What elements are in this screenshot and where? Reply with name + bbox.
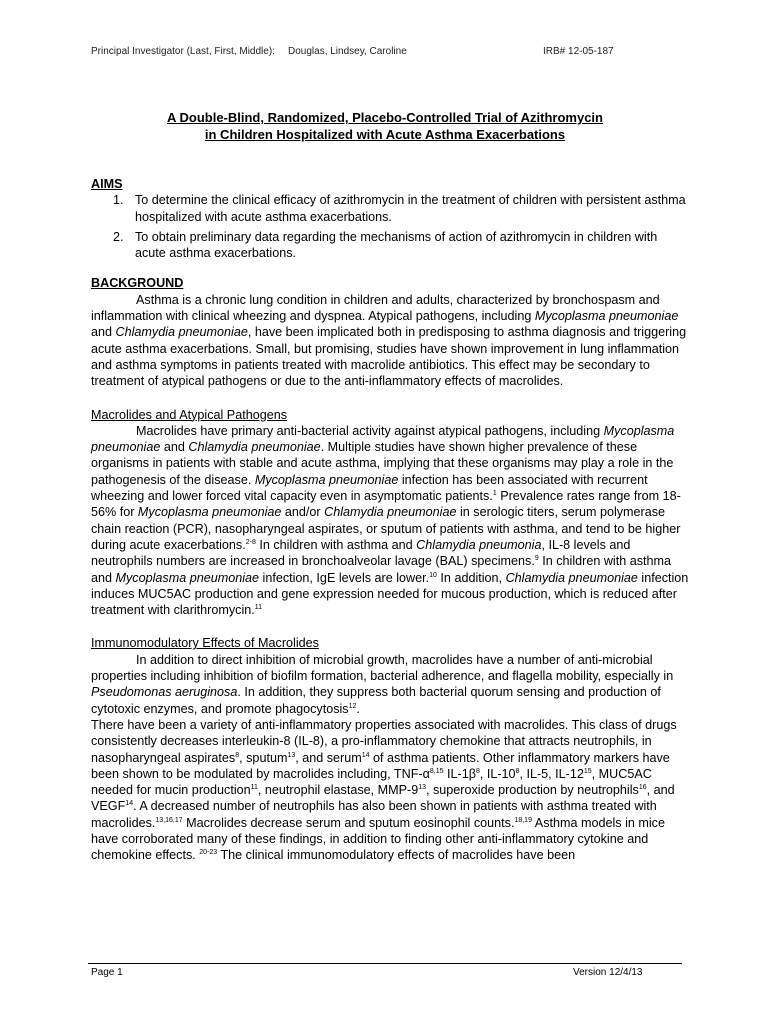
document-title-line-2: in Children Hospitalized with Acute Asthma Exacerbations (204, 127, 566, 142)
immunomodulatory-paragraph-2: There have been a variety of anti-inflammatory properties associated with macrolides. This class of drugs consistently decreases interleukin-8 (IL-8), a pro-inflammatory chemokine that attracts neutrophils, in nasopharyngeal aspirates$^8$, sputum$^{13}$, and serum$^{14}$ of asthma patients. Other inflammatory markers have been shown to be modulated by macrolides including, TNF-$\alpha^{8,15}$ $IL-1\beta^8$, $IL-10^8$, IL-5, $IL-12^{15}$, MUC5AC needed for mucin production$^{11}$, neutrophil elastase, MMP-$9^{13}$, superoxide production by neutrophils$^{16}$, and VEGF$^{14}$. A decreased number of neutrophils has also been shown in patients with asthma treated with macrolides.$^{13,16,17}$ Macrolides decrease serum and sputum eosinophil counts.$^{18,19}$ Asthma models in mice have corroborated many of these findings, in addition to finding other anti-inflammatory cytokine and chemokine effects. $^{20-23}$ The clinical immunomodulatory effects of macrolides have been (91, 717, 677, 863)
aim-number: 1. (113, 193, 124, 208)
aim-item (91, 229, 691, 262)
pi-name: Douglas, Lindsey, Caroline (288, 46, 407, 57)
macrolides-paragraph: Macrolides have primary anti-bacterial activity against atypical pathogens, including Mycoplasma pneumoniae and Chlamydia pneumoniae. Multiple studies have shown higher prevalence of these organisms in patients with stable and acute asthma, implying that these organisms may play a role in the pathogenesis of the disease. Mycoplasma pneumoniae infection has been associated with recurrent wheezing and lower forced vital capacity even in asymptomatic patients.$^1$ Prevalence rates range from 18-56% for Mycoplasma pneumoniae and/or Chlamydia pneumoniae in serologic titers, serum polymerase chain reaction (PCR), nasopharyngeal aspirates, or sputum of patients with asthma, and tend to be higher during acute exacerbations.$^{2-8}$ In children with asthma and Chlamydia pneumonia, IL-8 levels and neutrophils numbers are increased in bronchoalveolar lavage (BAL) specimens.$^9$ In children with asthma and Mycoplasma pneumoniae infection, IgE levels are lower.$^{10}$ In addition, Chlamydia pneumoniae infection induces MUC5AC production and gene expression needed for mucous production, which is reduced after treatment with clarithromycin.$^{11}$ (91, 423, 689, 618)
citation: 11 (254, 604, 263, 612)
citation: 9 (534, 555, 539, 563)
version-label: Version 12/4/13 (573, 967, 643, 978)
background-heading: BACKGROUND (91, 276, 184, 291)
aim-text: To obtain preliminary data regarding the mechanisms of action of azithromycin in children with acute asthma exacerbations. (135, 229, 658, 261)
immunomodulatory-heading: Immunomodulatory Effects of Macrolides (91, 636, 319, 651)
pi-label: Principal Investigator (Last, First, Middle): (91, 46, 275, 57)
aims-heading: AIMS (91, 177, 123, 191)
citation: 10 (429, 571, 437, 579)
page-number: Page 1 (91, 967, 123, 978)
citation: 2-8 (245, 538, 256, 546)
footer-divider (88, 963, 682, 964)
macrolides-heading: Macrolides and Atypical Pathogens (91, 407, 288, 422)
document-body (91, 176, 691, 864)
immunomodulatory-paragraph-1: In addition to direct inhibition of microbial growth, macrolides have a number of anti-microbial properties including inhibition of biofilm formation, bacterial adherence, and flagella mobility, especially in Pseudomonas aeruginosa. In addition, they suppress both bacterial quorum sensing and production of cytotoxic enzymes, and promote phagocytosis$^{12}$. (91, 652, 674, 716)
irb-number: IRB# 12-05-187 (543, 46, 614, 57)
aim-item (91, 192, 691, 225)
aim-number: 2. (113, 229, 124, 244)
document-title-line-1: A Double-Blind, Randomized, Placebo-Controlled Trial of Azithromycin (166, 110, 603, 125)
citation: 12 (348, 702, 357, 710)
citation: 1 (492, 490, 497, 498)
aim-text: To determine the clinical efficacy of azithromycin in the treatment of children with persistent asthma hospitalized with acute asthma exacerbations. (135, 193, 686, 224)
background-paragraph: Asthma is a chronic lung condition in children and adults, characterized by bronchospasm and inflammation with clinical wheezing and dyspnea. Atypical pathogens, including Mycoplasma pneumoniae and Chlamydia pneumoniae, have been implicated both in predisposing to asthma diagnosis and triggering acute asthma exacerbations. Small, but promising, studies have shown improvement in lung inflammation and asthma symptoms in patients treated with macrolide antibiotics. This effect may be secondary to treatment of atypical pathogens or due to the anti-inflammatory effects of macrolides. (91, 292, 687, 389)
